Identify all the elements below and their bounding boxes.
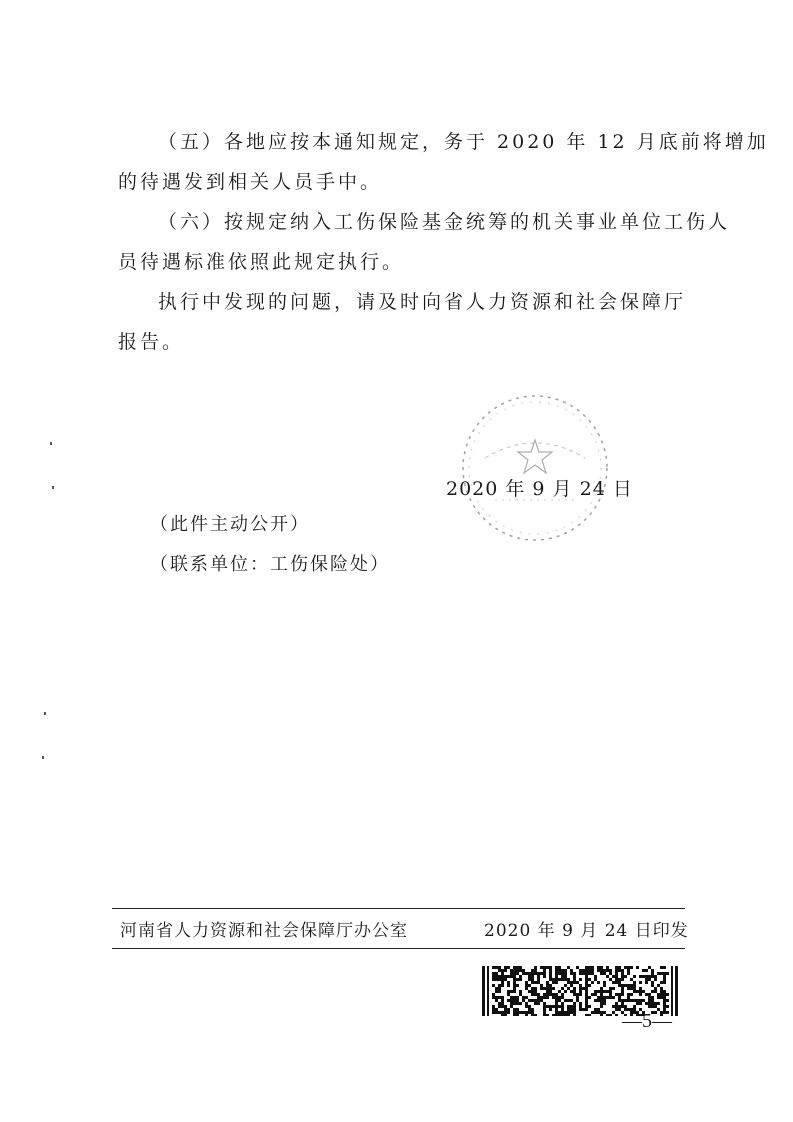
- page-number: —5—: [622, 1010, 672, 1032]
- scan-speck: [44, 712, 46, 715]
- signature-date: 2020 年 9 月 24 日: [446, 478, 633, 500]
- official-seal-stamp: [455, 388, 615, 548]
- paragraph-five: [118, 122, 769, 202]
- scan-speck: [42, 756, 44, 759]
- paragraph-five-line-2: 的待遇发到相关人员手中。: [118, 171, 383, 193]
- scan-speck: [50, 442, 52, 445]
- footer-issuer: 河南省人力资源和社会保障厅办公室: [120, 921, 408, 941]
- closing-line-1: 执行中发现的问题，请及时向省人力资源和社会保障厅: [158, 291, 687, 313]
- paragraph-six: [118, 202, 731, 282]
- footer-issue-date: 2020 年 9 月 24 日印发: [484, 921, 689, 941]
- closing-paragraph: [118, 282, 688, 362]
- paragraph-six-line-1: （六）按规定纳入工伤保险基金统筹的机关事业单位工伤人: [158, 211, 731, 233]
- closing-line-2: 报告。: [118, 331, 185, 353]
- footer-top-rule: [112, 908, 685, 909]
- footer-bottom-rule: [112, 948, 685, 949]
- paragraph-five-line-1: （五）各地应按本通知规定，务于 2020 年 12 月底前将增加: [158, 131, 769, 153]
- contact-note: （联系单位：工伤保险处）: [150, 554, 390, 575]
- document-barcode: [482, 966, 678, 1016]
- disclosure-note: （此件主动公开）: [150, 514, 310, 535]
- scan-speck: [52, 486, 54, 489]
- paragraph-six-line-2: 员待遇标准依照此规定执行。: [118, 251, 405, 273]
